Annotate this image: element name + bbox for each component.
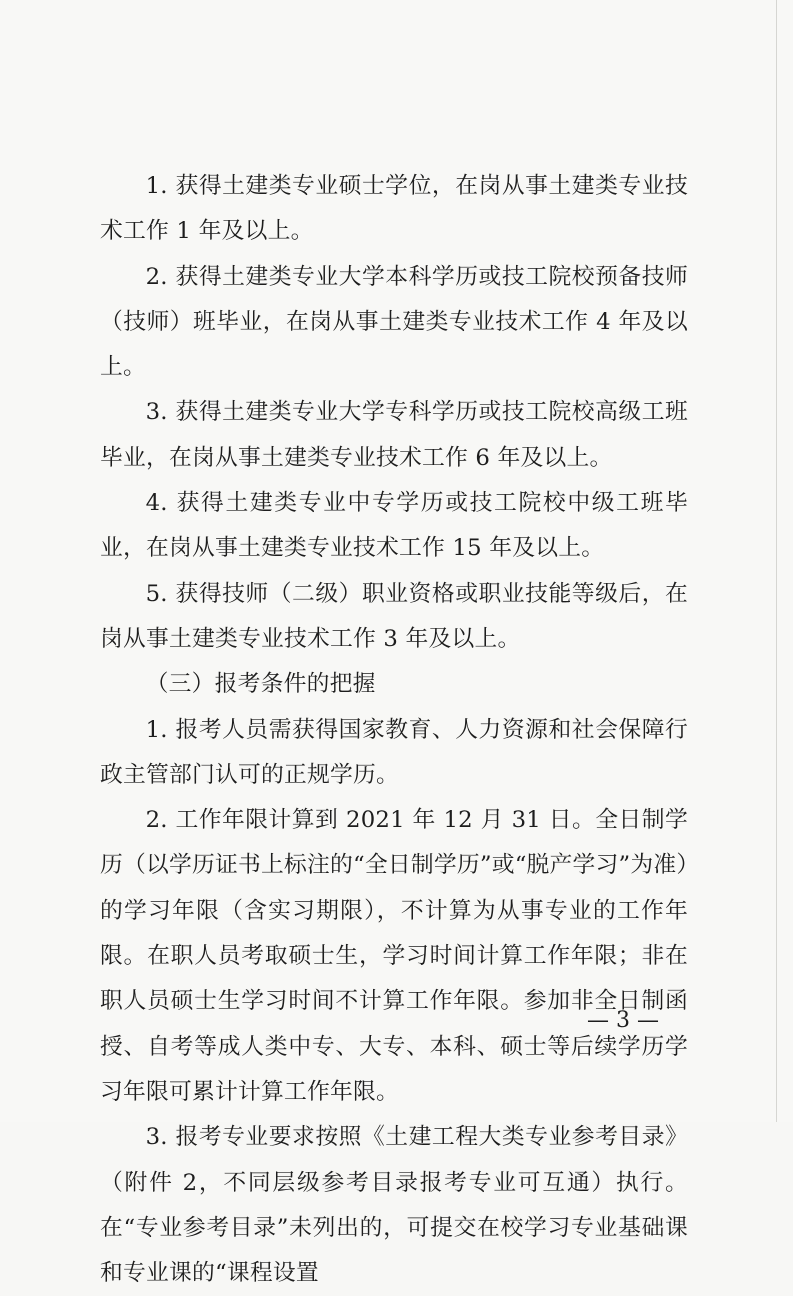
paragraph-condition-1: 1. 报考人员需获得国家教育、人力资源和社会保障行政主管部门认可的正规学历。 [100,716,688,788]
document-body [100,164,688,1296]
section-heading: （三）报考条件的把握 [145,671,376,698]
paragraph-condition-2: 2. 工作年限计算到 2021 年 12 月 31 日。全日制学历（以学历证书上标注的“全日制学历”或“脱产学习”为准）的学习年限（含实习期限），不计算为从事专业的工作年限。在职人员考取硕士生，学习时间计算工作年限；非在职人员硕士生学习时间不计算工作年限。参加非全日制函授、自考等成人类中专、大专、本科、硕士等后续学历学习年限可累计计算工作年限。 [100,807,688,1105]
paragraph-item-1: 1. 获得土建类专业硕士学位，在岗从事土建类专业技术工作 1 年及以上。 [100,173,688,245]
page-edge-line [776,0,777,1122]
paragraph-condition-3: 3. 报考专业要求按照《土建工程大类专业参考目录》（附件 2，不同层级参考目录报考专业可互通）执行。在“专业参考目录”未列出的，可提交在校学习专业基础课和专业课的“课程设置 [100,1124,688,1287]
page-number: — 3 — [587,1008,659,1033]
paragraph-item-5: 5. 获得技师（二级）职业资格或职业技能等级后，在岗从事土建类专业技术工作 3 年及以上。 [100,580,688,652]
paragraph-item-2: 2. 获得土建类专业大学本科学历或技工院校预备技师（技师）班毕业，在岗从事土建类专业技术工作 4 年及以上。 [100,263,688,381]
paragraph-item-3: 3. 获得土建类专业大学专科学历或技工院校高级工班毕业，在岗从事土建类专业技术工作 6 年及以上。 [100,399,688,471]
paragraph-item-4: 4. 获得土建类专业中专学历或技工院校中级工班毕业，在岗从事土建类专业技术工作 15 年及以上。 [100,490,688,562]
